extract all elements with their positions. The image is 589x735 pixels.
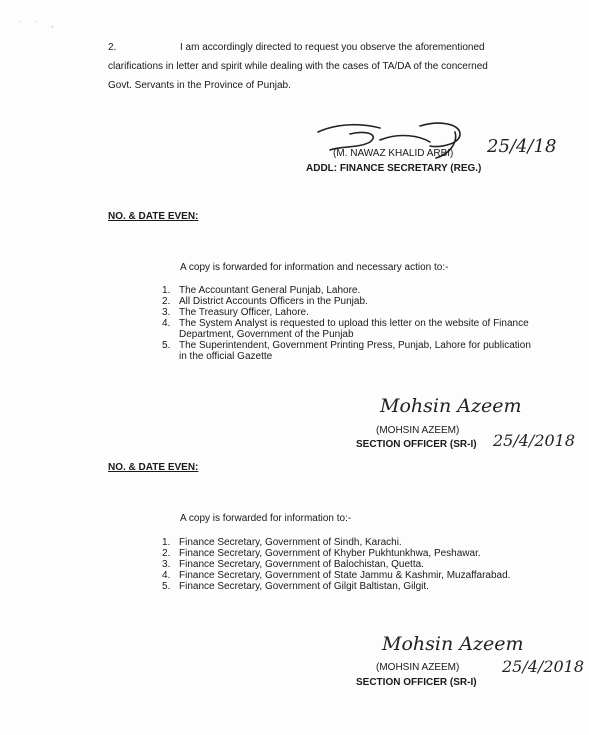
signature-mohsin-azeem-1: Mohsin Azeem [380,395,522,417]
section-heading-2: NO. & DATE EVEN: [108,462,199,473]
signatory-name-1: (M. NAWAZ KHALID ARBI) [333,148,454,159]
signatory-title-3: SECTION OFFICER (SR-I) [356,677,477,688]
signatory-title-1: ADDL: FINANCE SECRETARY (REG.) [306,163,482,174]
list-item: 1. The Accountant General Punjab, Lahore. [162,285,361,296]
list-item: 2. All District Accounts Officers in the Punjab. [162,296,368,307]
signature-date-2: 25/4/2018 [493,431,576,450]
signature-date-1: 25/4/18 [487,136,557,157]
signatory-name-2: (MOHSIN AZEEM) [376,425,460,436]
paragraph-line-2: clarifications in letter and spirit while dealing with the cases of TA/DA of the concerned [108,61,488,72]
signature-mohsin-azeem-2: Mohsin Azeem [382,633,524,655]
paragraph-line-3: Govt. Servants in the Province of Punjab. [108,80,291,91]
list-item: 4. The System Analyst is requested to upload this letter on the website of Finance Department, Government of the Punjab [162,318,529,340]
section-intro-2: A copy is forwarded for information to:- [180,513,352,524]
list-item: 3. Finance Secretary, Government of Balochistan, Quetta. [162,559,424,570]
list-item: 5. The Superintendent, Government Printing Press, Punjab, Lahore for publication in the official Gazette [162,340,531,362]
signatory-title-2: SECTION OFFICER (SR-I) [356,439,477,450]
recipient-list-2 [162,537,537,592]
scan-mark: ˙ ˙ ¸ [20,22,60,28]
section-intro-1: A copy is forwarded for information and necessary action to:- [180,262,449,273]
list-item: 1. Finance Secretary, Government of Sindh, Karachi. [162,537,402,548]
section-heading-1: NO. & DATE EVEN: [108,211,199,222]
list-item: 5. Finance Secretary, Government of Gilgit Baltistan, Gilgit. [162,581,429,592]
recipient-list-1 [162,285,537,362]
paragraph-line-1: I am accordingly directed to request you observe the aforementioned [180,42,485,53]
signature-date-3: 25/4/2018 [502,657,585,676]
list-item: 3. The Treasury Officer, Lahore. [162,307,309,318]
list-item: 4. Finance Secretary, Government of State Jammu & Kashmir, Muzaffarabad. [162,570,511,581]
paragraph-number: 2. [108,42,117,53]
list-item: 2. Finance Secretary, Government of Khyber Pukhtunkhwa, Peshawar. [162,548,481,559]
signatory-name-3: (MOHSIN AZEEM) [376,662,460,673]
